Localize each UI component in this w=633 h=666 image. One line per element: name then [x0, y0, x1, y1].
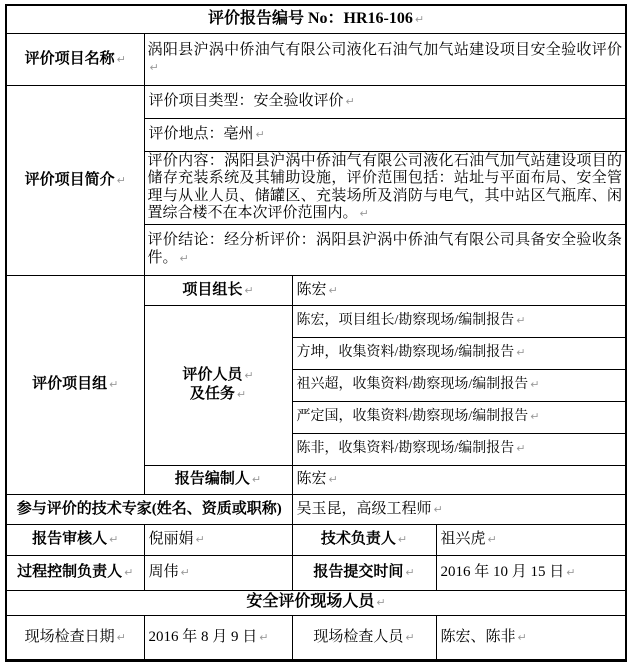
team-member-row: [292, 305, 626, 337]
paragraph-mark: ↵: [405, 566, 415, 579]
site-date-value-cell: [144, 615, 292, 660]
team-leader-name: 陈宏: [296, 281, 327, 298]
paragraph-mark: ↵: [516, 442, 526, 455]
team-leader-value-cell: [292, 275, 626, 305]
team-leader-label: 项目组长: [182, 281, 243, 298]
team-member-text: 陈非，收集资料/勘察现场/编制报告: [296, 441, 515, 456]
paragraph-mark: ↵: [124, 566, 134, 579]
team-member-row: [292, 433, 626, 465]
project-content-text: 评价内容：涡阳县沪涡中侨油气有限公司液化石油气加气站建设项目的储存充装系统及其辅助设施，评价范围包括：站址与平面布局、安全管理与从业人员、储罐区、充装场所及消防与电气，其中站区气瓶库、闲置综合楼不在本次评价范围内。: [147, 152, 623, 221]
paragraph-mark: ↵: [433, 502, 443, 516]
paragraph-mark: ↵: [180, 566, 190, 579]
paragraph-mark: ↵: [244, 369, 254, 382]
experts-value-cell: [292, 494, 626, 524]
site-staff-label: 现场检查人员: [313, 628, 404, 645]
site-section-title-cell: [6, 590, 626, 615]
report-writer-name: 陈宏: [296, 471, 327, 487]
report-writer-label: 报告编制人: [174, 471, 250, 487]
site-section-title: 安全评价现场人员: [246, 593, 375, 610]
tech-lead-label-cell: [292, 524, 436, 555]
site-staff-value-cell: [436, 615, 626, 660]
paragraph-mark: ↵: [109, 533, 119, 546]
team-members-label-cell: [144, 305, 292, 465]
project-location-text: 评价地点：亳州: [148, 126, 254, 142]
paragraph-mark: ↵: [116, 630, 126, 644]
paragraph-mark: ↵: [179, 251, 189, 265]
site-date-label: 现场检查日期: [24, 628, 115, 645]
paragraph-mark: ↵: [517, 630, 527, 644]
submit-time-label-cell: [292, 555, 436, 590]
tech-lead-name: 祖兴虎: [440, 531, 486, 547]
paragraph-mark: ↵: [516, 346, 526, 359]
paragraph-mark: ↵: [109, 378, 119, 391]
team-member-text: 祖兴超，收集资料/勘察现场/编制报告: [296, 377, 529, 392]
team-member-text: 方坤，收集资料/勘察现场/编制报告: [296, 345, 515, 360]
paragraph-mark: ↵: [259, 630, 269, 644]
paragraph-mark: ↵: [328, 473, 338, 486]
project-conclusion-text: 评价结论：经分析评价：涡阳县沪涡中侨油气有限公司具备安全验收条件。: [147, 232, 623, 266]
paragraph-mark: ↵: [376, 596, 386, 609]
site-staff-label-cell: [292, 615, 436, 660]
paragraph-mark: ↵: [345, 95, 355, 108]
submit-time-label: 报告提交时间: [313, 564, 404, 580]
experts-label: 参与评价的技术专家(姓名、资质或职称): [16, 501, 282, 517]
experts-label-cell: [6, 494, 292, 524]
report-number-text: 评价报告编号 No：HR16-106: [207, 9, 413, 27]
report-writer-value-cell: [292, 465, 626, 494]
report-reviewer-label-cell: [6, 524, 144, 555]
team-members-label-line2: 及任务: [189, 386, 235, 402]
experts-value: 吴玉昆，高级工程师: [296, 500, 432, 517]
paragraph-mark: ↵: [566, 566, 576, 579]
project-team-label: 评价项目组: [32, 376, 108, 392]
project-location-cell: [144, 118, 626, 151]
process-control-label-cell: [6, 555, 144, 590]
project-type-cell: [144, 85, 626, 118]
site-date-label-cell: [6, 615, 144, 660]
paragraph-mark: ↵: [530, 410, 540, 423]
paragraph-mark: ↵: [530, 378, 540, 391]
project-content-cell: [144, 151, 626, 224]
paragraph-mark: ↵: [359, 207, 369, 220]
process-control-label: 过程控制负责人: [17, 564, 123, 580]
submit-time-value-cell: [436, 555, 626, 590]
paragraph-mark: ↵: [255, 128, 265, 141]
site-date-value: 2016 年 8 月 9 日: [148, 628, 258, 645]
project-name-label: 评价项目名称: [24, 50, 115, 67]
team-member-row: [292, 337, 626, 369]
project-brief-label: 评价项目简介: [24, 171, 115, 188]
paragraph-mark: ↵: [516, 314, 526, 327]
project-team-label-cell: [6, 275, 144, 494]
paragraph-mark: ↵: [405, 630, 415, 644]
report-number-title: [6, 5, 626, 33]
team-member-row: [292, 401, 626, 433]
project-type-text: 评价项目类型：安全验收评价: [148, 93, 344, 109]
paragraph-mark: ↵: [149, 61, 159, 74]
process-control-value-cell: [144, 555, 292, 590]
project-conclusion-cell: [144, 224, 626, 275]
paragraph-mark: ↵: [116, 173, 126, 187]
tech-lead-value-cell: [436, 524, 626, 555]
report-reviewer-name: 倪丽娟: [148, 531, 194, 547]
project-name-value: 涡阳县沪涡中侨油气有限公司液化石油气加气站建设项目安全验收评价: [147, 41, 623, 58]
report-reviewer-value-cell: [144, 524, 292, 555]
process-control-name: 周伟: [148, 564, 179, 580]
evaluation-report-table: [5, 4, 627, 662]
paragraph-mark: ↵: [236, 388, 247, 401]
paragraph-mark: ↵: [487, 533, 497, 546]
tech-lead-label: 技术负责人: [320, 531, 396, 547]
team-member-row: [292, 369, 626, 401]
team-leader-label-cell: [144, 275, 292, 305]
report-writer-label-cell: [144, 465, 292, 494]
project-brief-label-cell: [6, 85, 144, 275]
team-member-text: 陈宏，项目组长/勘察现场/编制报告: [296, 313, 515, 328]
submit-time-value: 2016 年 10 月 15 日: [440, 564, 565, 580]
paragraph-mark: ↵: [414, 12, 425, 26]
team-members-label-line1: 评价人员: [182, 367, 243, 383]
report-reviewer-label: 报告审核人: [32, 531, 108, 547]
paragraph-mark: ↵: [195, 533, 205, 546]
site-staff-value: 陈宏、陈非: [440, 628, 516, 645]
paragraph-mark: ↵: [397, 533, 408, 546]
paragraph-mark: ↵: [116, 52, 126, 66]
project-name-label-cell: [6, 33, 144, 85]
project-name-value-cell: [144, 33, 626, 85]
paragraph-mark: ↵: [251, 473, 262, 486]
team-member-text: 严定国，收集资料/勘察现场/编制报告: [296, 409, 529, 424]
paragraph-mark: ↵: [244, 283, 254, 297]
paragraph-mark: ↵: [328, 283, 338, 297]
